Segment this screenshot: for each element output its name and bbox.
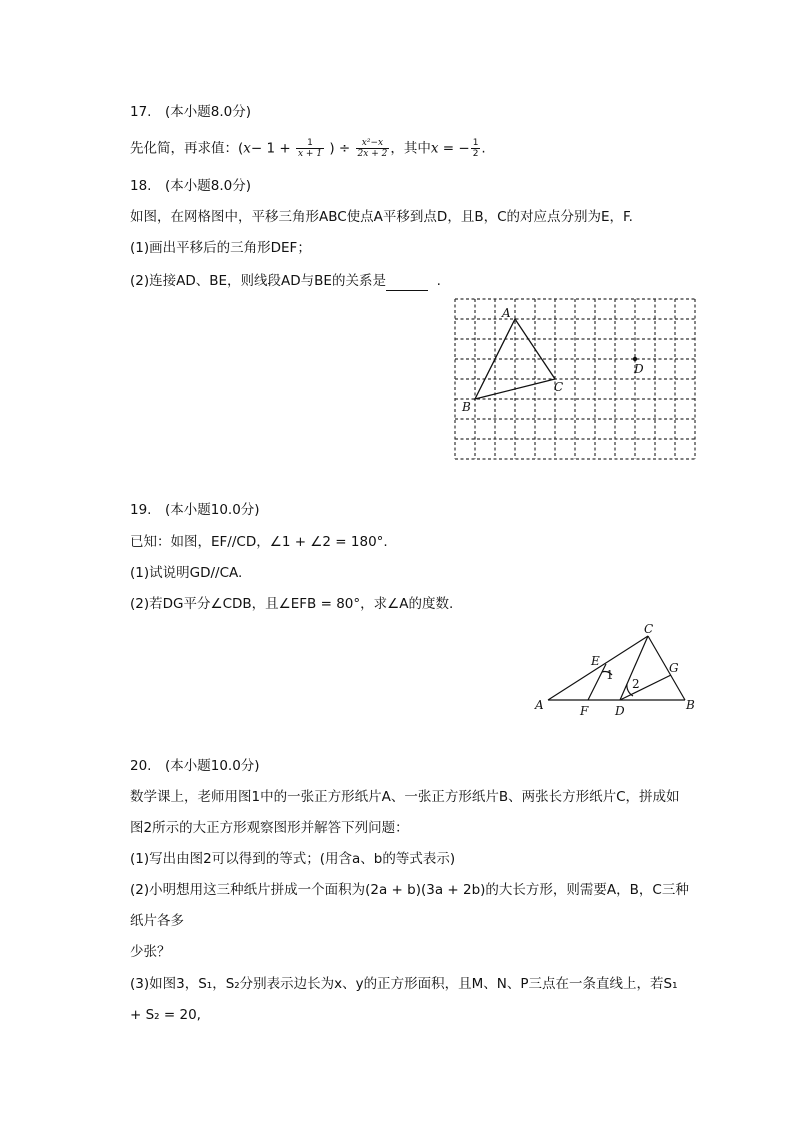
q18-stem: 如图，在网格图中，平移三角形ABC使点A平移到点D，且B，C的对应点分别为E，F. (130, 209, 633, 225)
grid-figure (446, 292, 706, 472)
label-e: E (591, 654, 600, 668)
label-angle-1: 1 (606, 668, 614, 682)
q20-line2: 图2所示的大正方形观察图形并解答下列问题： (130, 820, 409, 836)
q17-expression (130, 138, 486, 159)
q20-line8: + S₂ = 20, (130, 1007, 201, 1023)
label-f: F (580, 704, 589, 718)
q17-eq: = − (438, 140, 470, 157)
label-c: C (644, 622, 654, 636)
q17-header: 17. (本小题8.0分) (130, 104, 251, 120)
label-a: A (502, 306, 511, 320)
q17-prefix: 先化简，再求值：( (130, 140, 244, 157)
q20-line1: 数学课上，老师用图1中的一张正方形纸片A、一张正方形纸片B、两张长方形纸片C，拼成如 (130, 789, 680, 805)
q17-var-x2: x (430, 140, 439, 157)
q17-var-x: x (243, 140, 251, 157)
q18-part2-text: (2)连接AD、BE，则线段AD与BE的关系是 (130, 273, 386, 289)
label-g: G (669, 661, 679, 675)
q17-frac1-den: x + 1 (298, 149, 323, 159)
q17-frac3-num: 1 (472, 138, 479, 148)
label-d: D (634, 362, 644, 376)
q19-part1: (1)试说明GD//CA. (130, 565, 243, 581)
dashed-grid (455, 299, 695, 459)
q17-minus-one: − 1 + (250, 140, 291, 157)
q17-frac2-num: x²−x (356, 138, 390, 149)
answer-blank[interactable] (386, 276, 428, 291)
label-b: B (462, 400, 471, 414)
q18-part1: (1)画出平移后的三角形DEF； (130, 240, 311, 256)
label-angle-2: 2 (632, 677, 640, 691)
q20-line5: 纸片各多 (130, 913, 184, 929)
q17-fraction-2 (356, 138, 390, 159)
geometry-figure (530, 620, 710, 720)
q17-where: ，其中 (390, 140, 431, 157)
q19-header: 19. (本小题10.0分) (130, 502, 260, 518)
q17-frac2-den: 2x + 2 (357, 149, 388, 159)
q19-part2: (2)若DG平分∠CDB，且∠EFB = 80°，求∠A的度数. (130, 596, 454, 612)
q18-part2 (130, 271, 441, 291)
q18-part2-end: . (436, 273, 441, 289)
q17-frac1-num: 1 (296, 138, 324, 149)
q20-line4: (2)小明想用这三种纸片拼成一个面积为(2a + b)(3a + 2b)的大长方形，则需要A，B，C三种 (130, 882, 689, 898)
q20-line6: 少张？ (130, 944, 171, 960)
label-d: D (615, 704, 625, 718)
q17-period: . (481, 140, 486, 157)
label-c: C (554, 380, 564, 394)
q17-fraction-3 (471, 138, 481, 159)
q17-divide: ) ÷ (329, 140, 351, 157)
q17-fraction-1 (296, 138, 324, 159)
point-d (633, 357, 637, 361)
q17-frac3-den: 2 (472, 149, 479, 159)
q19-stem: 已知：如图，EF//CD，∠1 + ∠2 = 180°. (130, 534, 388, 550)
q20-header: 20. (本小题10.0分) (130, 758, 260, 774)
q18-header: 18. (本小题8.0分) (130, 178, 251, 194)
label-b: B (686, 698, 695, 712)
q20-line3: (1)写出由图2可以得到的等式；(用含a、b的等式表示) (130, 851, 456, 867)
q20-line7: (3)如图3，S₁，S₂分别表示边长为x、y的正方形面积，且M、N、P三点在一条直线上，若S₁ (130, 976, 678, 992)
label-a: A (535, 698, 544, 712)
